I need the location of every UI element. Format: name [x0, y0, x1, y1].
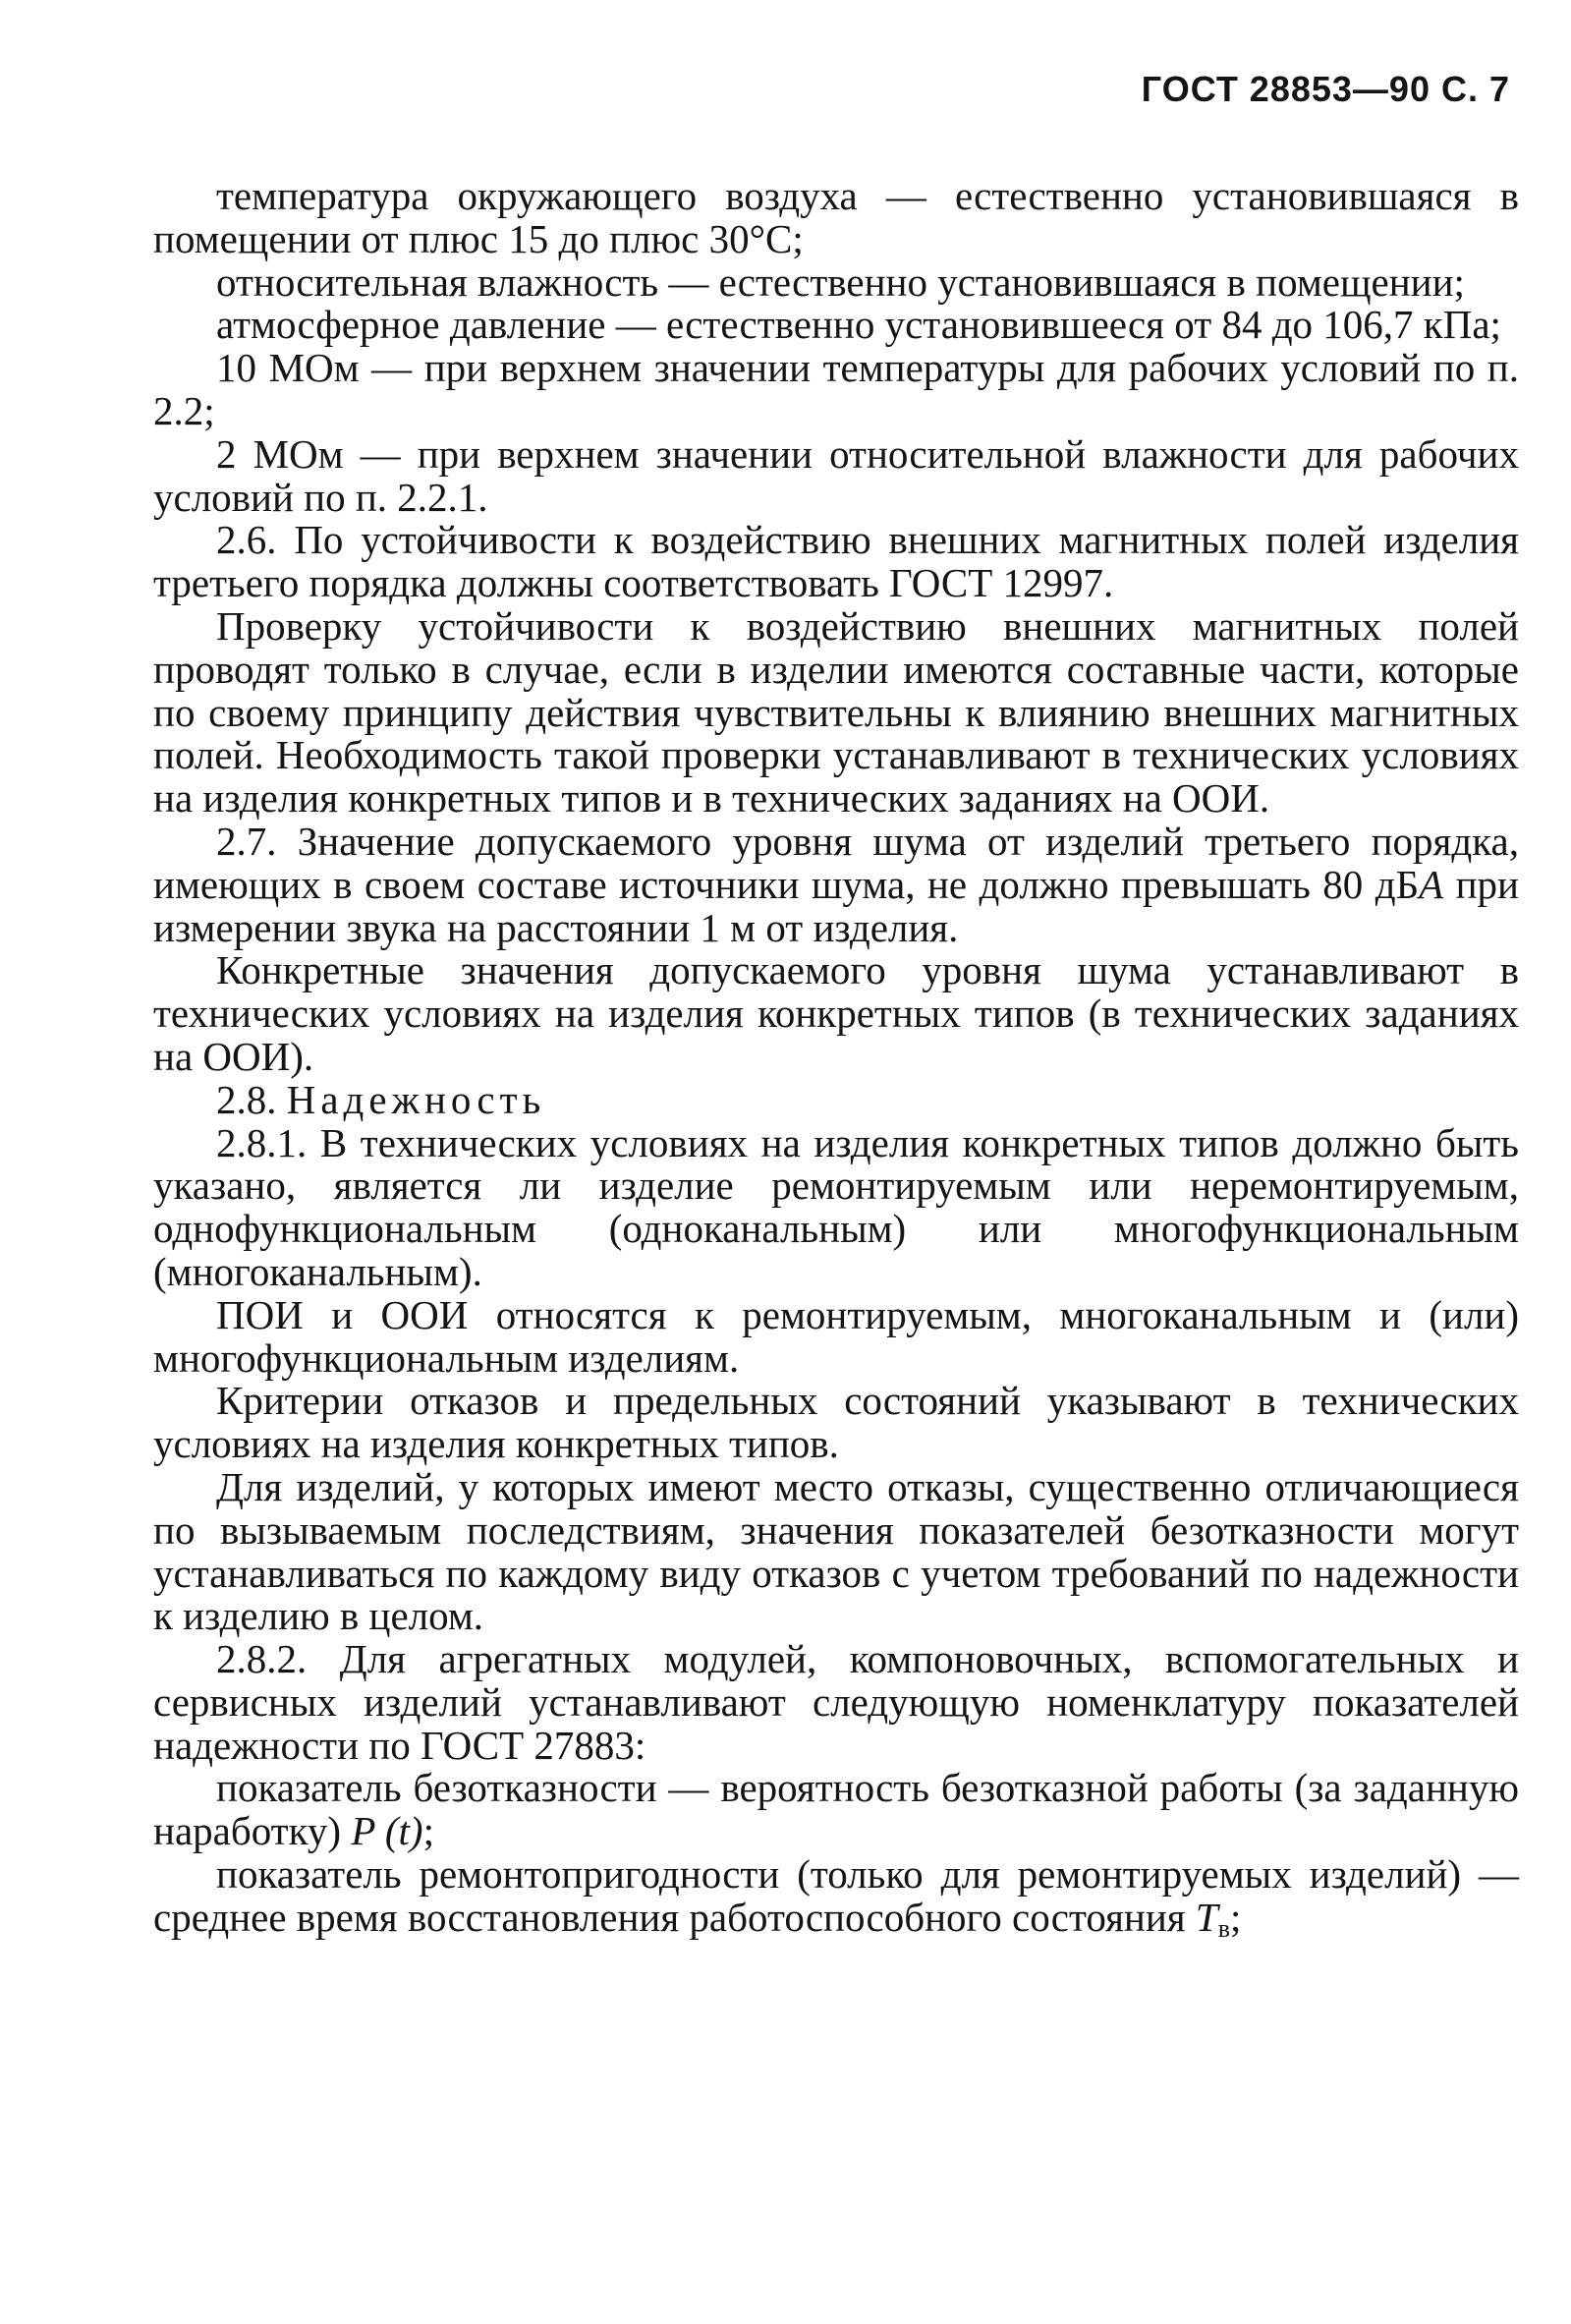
- paragraph-2-7-unit: А: [1419, 861, 1444, 907]
- section-number: 2.8.: [216, 1076, 287, 1122]
- paragraph-failure-types: Для изделий, у которых имеют место отказы, существенно отличающиеся по вызываемым последствиям, значения показателей безотказности могут устанавливаться по каждому виду отказов с учетом требований по надежности к изделию в целом.: [153, 1463, 1519, 1639]
- paragraph-reliability-indicator: [153, 1767, 1519, 1853]
- paragraph-humidity: относительная влажность — естественно установившаяся в помещении;: [216, 258, 1465, 305]
- paragraph-2-8-2: 2.8.2. Для агрегатных модулей, компоновочных, вспомогательных и сервисных изделий устанавливают следующую номенклатуру показателей надежности по ГОСТ 27883:: [153, 1636, 1519, 1768]
- reliability-tail: ;: [422, 1808, 434, 1854]
- paragraph-2-6: 2.6. По устойчивости к воздействию внешних магнитных полей изделия третьего порядка должны соответствовать ГОСТ 12997.: [153, 517, 1519, 606]
- paragraph-failure-criteria: Критерии отказов и предельных состояний указывают в технических условиях на изделия конкретных типов.: [153, 1378, 1519, 1467]
- paragraph-2-7-text: 2.7. Значение допускаемого уровня шума от изделий третьего порядка, имеющих в своем составе источники шума, не должно превышать 80 дБ: [153, 818, 1519, 907]
- paragraph-2-7-tail: при измерении звука на расстоянии 1 м от изделия.: [153, 861, 1519, 950]
- paragraph-2-7: [153, 818, 1519, 950]
- reliability-text: показатель безотказности — вероятность безотказной работы (за заданную наработку): [153, 1765, 1519, 1854]
- paragraph-noise-values: Конкретные значения допускаемого уровня шума устанавливают в технических условиях на изделия конкретных типов (в технических заданиях на ООИ).: [153, 947, 1519, 1079]
- maintainability-subscript: в: [1217, 1913, 1231, 1943]
- maintainability-tail: ;: [1230, 1894, 1242, 1940]
- section-heading-reliability: [153, 1076, 1519, 1122]
- paragraph-temperature: температура окружающего воздуха — естественно установившаяся в помещении от плюс 15 до плюс 30°С;: [153, 173, 1519, 261]
- section-title: Надежность: [286, 1076, 546, 1122]
- paragraph-maintainability-indicator: [153, 1853, 1519, 1951]
- document-body: [153, 175, 1519, 1951]
- reliability-symbol: P (t): [351, 1808, 423, 1854]
- paragraph-2-8-1: 2.8.1. В технических условиях на изделия конкретных типов должно быть указано, является ли изделие ремонтируемым или неремонтируемым, однофункциональным (одноканальным) или многофункциональным (многоканальным).: [153, 1119, 1519, 1294]
- paragraph-magnetic-check: Проверку устойчивости к воздействию внешних магнитных полей проводят только в случае, если в изделии имеются составные части, которые по своему принципу действия чувствительны к влиянию внешних магнитных полей. Необходимость такой проверки устанавливают в технических условиях на изделия конкретных типов и в технических заданиях на ООИ.: [153, 602, 1519, 822]
- maintainability-symbol: T: [1195, 1894, 1218, 1940]
- paragraph-pressure: атмосферное давление — естественно установившееся от 84 до 106,7 кПа;: [216, 302, 1501, 348]
- page-header: ГОСТ 28853—90 С. 7: [1141, 69, 1510, 109]
- maintainability-text: показатель ремонтопригодности (только для ремонтируемых изделий) — среднее время восстановления работоспособного состояния: [153, 1851, 1519, 1940]
- paragraph-resistance-10: 10 МОм — при верхнем значении температуры для рабочих условий по п. 2.2;: [153, 345, 1519, 433]
- paragraph-poi-ooi: ПОИ и ООИ относятся к ремонтируемым, многоканальным и (или) многофункциональным изделиям.: [153, 1291, 1519, 1381]
- paragraph-resistance-2: 2 МОм — при верхнем значении относительной влажности для рабочих условий по п. 2.2.1.: [153, 430, 1519, 520]
